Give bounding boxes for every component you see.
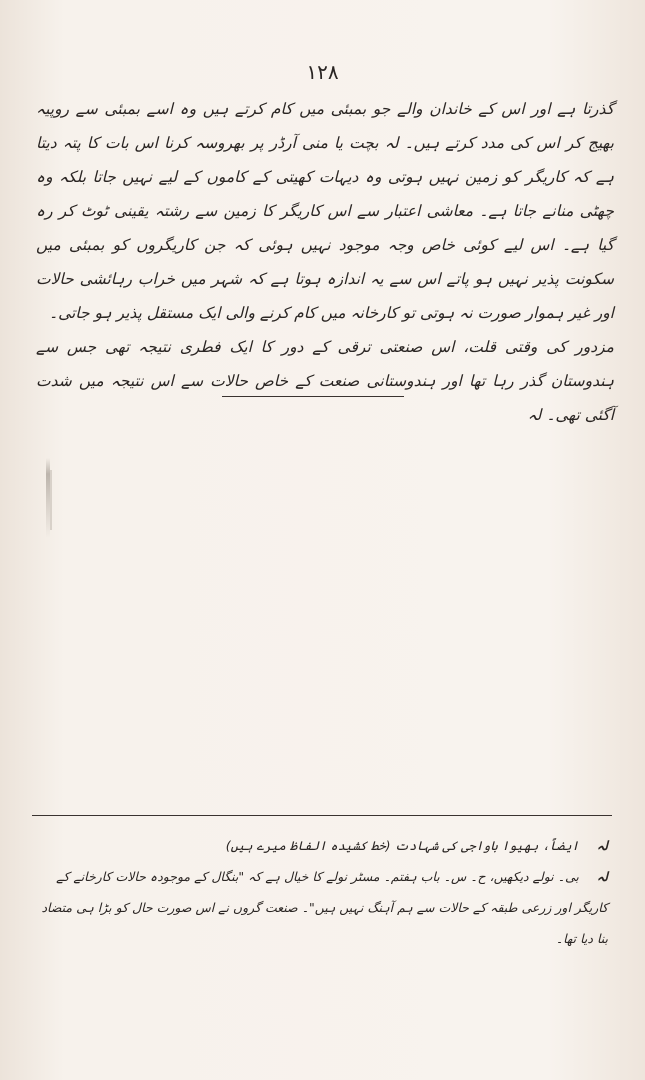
page-number: ۱۲۸ [306,60,339,84]
footnotes [40,830,608,954]
footnote-2 [40,861,608,954]
footnote-marker: لہ [596,869,608,884]
main-text [36,92,614,432]
paragraph-1: گذرتا ہے اور اس کے خاندان والے جو بمبئی میں کام کرتے ہیں وہ اسے بمبئی سے روپیہ بھیج کر اس کی مدد کرتے ہیں۔ لہ بچت یا منی آرڈر پر بھروسہ کرنا اس بات کا پتہ دیتا ہے کہ کاریگر کو زمین نہیں ہوتی وہ دیہات کھیتی کے کاموں کے لیے نہیں جاتا بلکہ وہ چھٹی منانے جاتا ہے۔ معاشی اعتبار سے اس کاریگر کا زمین سے رشتہ یقینی ٹوٹ کر رہ گیا ہے۔ اس لیے کوئی خاص وجہ موجود نہیں ہوئی کہ جن کاریگروں کو بمبئی میں سکونت پذیر نہیں ہو پاتے اس سے یہ اندازہ ہوتا ہے کہ شہر میں خراب رہائشی حالات اور غیر ہموار صورت نہ ہوتی تو کارخانہ میں کام کرنے والی ایک مستقل پذیر ہو جاتی۔ [36,100,614,322]
footnote-text: بی۔ نولے دیکھیں، ح۔ س۔ باب ہفتم۔ مسٹر نولے کا خیال ہے کہ "بنگال کے موجودہ حالات کارخانے کے کاریگر اور زرعی طبقہ کے حالات سے ہم آہنگ نہیں ہیں"۔ صنعت گروں نے اس صورت حال کو بڑا ہی متضاد بنا دیا تھا۔ [41,869,608,946]
footnote-1 [40,830,608,861]
paragraph-2: مزدور کی وقتی قلت، اس صنعتی ترقی کے دور کا ایک فطری نتیجہ تھی جس سے ہندوستان گذر رہا تھا اور ہندوستانی صنعت کے خاص حالات سے اس نتیجہ میں شدت آگئی تھی۔ لہ [36,338,614,424]
section-divider [222,396,404,397]
footnote-divider [32,815,612,816]
binding-mark-faint [50,470,52,530]
footnote-marker: لہ [596,838,608,853]
footnote-text: ایضاً، بھیوا باواجی کی شہادت (خط کشیدہ الفاظ میرے ہیں) [225,838,579,853]
